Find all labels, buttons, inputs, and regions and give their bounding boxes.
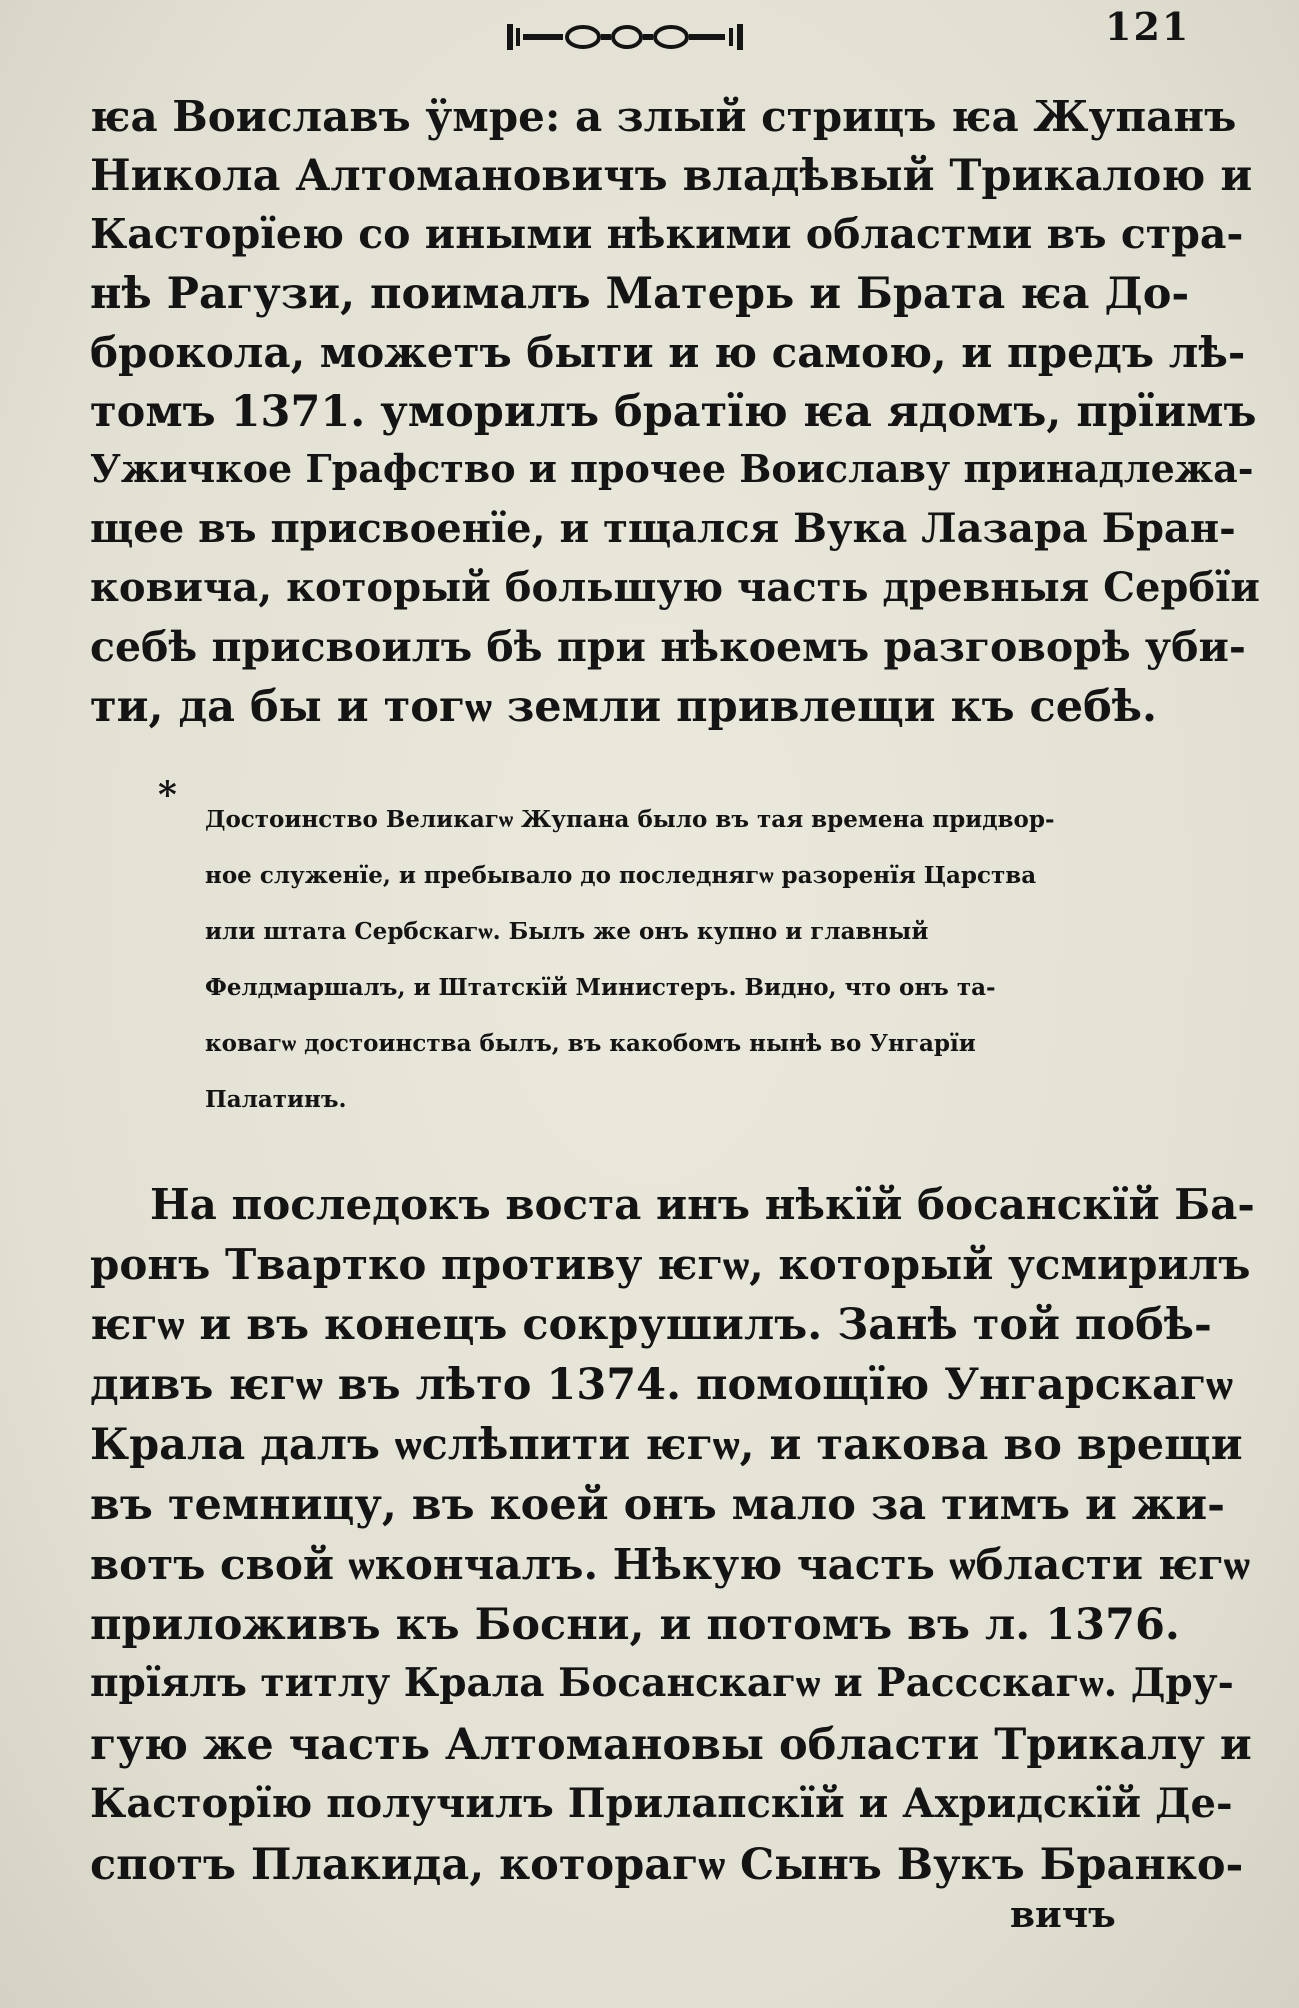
text-line: томъ 1371. уморилъ братїю ѥа ядомъ, прїимъ	[90, 387, 1257, 437]
text-line: ѥгѡ и въ конецъ сокрушилъ. Занѣ той побѣ-	[90, 1300, 1212, 1350]
text-line: ти, да бы и тогѡ земли привлещи къ себѣ.	[90, 682, 1157, 732]
text-line: ѥа Воиславъ ӱмре: а злый стрицъ ѥа Жупанъ	[90, 92, 1237, 141]
page-number: 121	[1105, 4, 1191, 49]
catchword: вичъ	[1010, 1894, 1116, 1936]
text-line: брокола, можетъ быти и ю самою, и предъ лѣ-	[90, 328, 1246, 377]
text-line: Касторїю получилъ Прилапскїй и Ахридскїй Де-	[90, 1780, 1233, 1827]
text-line: Крала далъ ѡслѣпити ѥгѡ, и такова во врещи	[90, 1420, 1243, 1470]
footnote-marker: *	[158, 774, 177, 816]
footnote-line: или штата Сербскагѡ. Былъ же онъ купно и главный	[205, 918, 929, 945]
text-line: себѣ присвоилъ бѣ при нѣкоемъ разговорѣ уби-	[90, 623, 1246, 671]
text-line: щее въ присвоенїе, и тщался Вука Лазара Бран-	[90, 505, 1236, 552]
text-line: приложивъ къ Босни, и потомъ въ л. 1376.	[90, 1600, 1180, 1650]
text-line: дивъ ѥгѡ въ лѣто 1374. помощїю Унгарскагѡ	[90, 1360, 1233, 1410]
text-line: ронъ Твартко противу ѥгѡ, который усмирилъ	[90, 1240, 1251, 1289]
footnote-line: ное служенїе, и пребывало до последнягѡ разоренїя Царства	[205, 862, 1037, 889]
footnote-line: Достоинство Великагѡ Жупана было въ тая времена придвор-	[205, 806, 1055, 833]
text-line: нѣ Рагузи, поималъ Матерь и Брата ѥа До-	[90, 269, 1190, 319]
footnote-line: ковагѡ достоинства былъ, въ какобомъ нынѣ во Унгарїи	[205, 1030, 976, 1057]
text-line: Ужичкое Графство и прочее Воиславу принадлежа-	[90, 446, 1254, 491]
text-line: въ темницу, въ коей онъ мало за тимъ и жи-	[90, 1480, 1226, 1530]
text-line: прїялъ титлу Крала Босанскагѡ и Рассскагѡ. Дру-	[90, 1660, 1234, 1706]
text-line: На последокъ воста инъ нѣкїй босанскїй Ба-	[150, 1180, 1255, 1229]
footnote-line: Палатинъ.	[205, 1086, 347, 1113]
printer-ornament-icon	[505, 14, 745, 60]
text-line: вотъ свой ѡкончалъ. Нѣкую часть ѡбласти ѥгѡ	[90, 1540, 1250, 1589]
text-line: ковича, который большую часть древныя Сербїи	[90, 564, 1260, 611]
text-line: Никола Алтомановичъ владѣвый Трикалою и	[90, 151, 1253, 201]
text-line: Касторїею со иными нѣкими областми въ стра-	[90, 210, 1244, 258]
text-line: спотъ Плакида, которагѡ Сынъ Вукъ Бранко-	[90, 1840, 1244, 1890]
footnote-line: Фелдмаршалъ, и Штатскїй Министеръ. Видно, что онъ та-	[205, 974, 996, 1001]
text-line: гую же часть Алтомановы области Трикалу и	[90, 1720, 1252, 1770]
